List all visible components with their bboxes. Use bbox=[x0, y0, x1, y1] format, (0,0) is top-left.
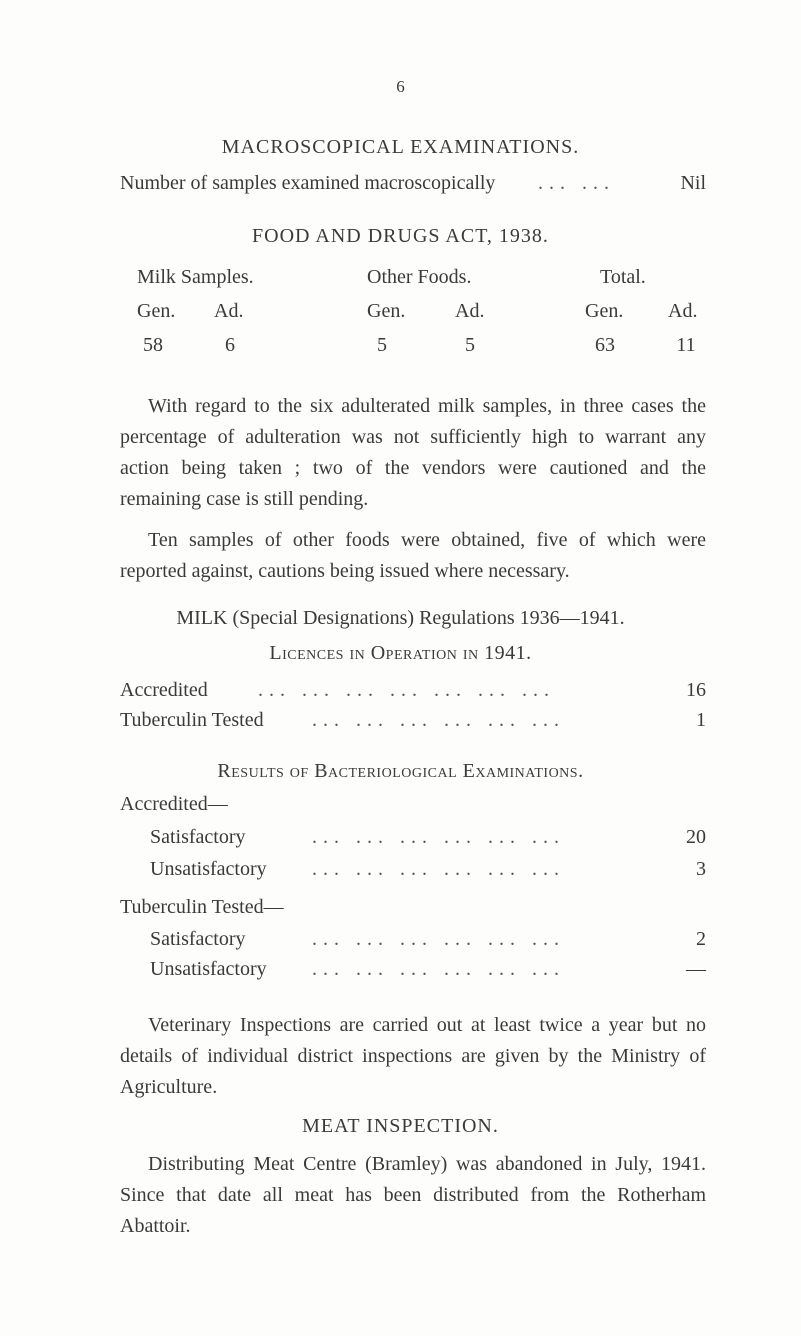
food-drugs-heading: FOOD AND DRUGS ACT, 1938. bbox=[252, 225, 549, 247]
group-other-foods: Other Foods. bbox=[367, 266, 472, 288]
bact-tuberculin-label: Tuberculin Tested— bbox=[120, 896, 284, 918]
value-total-ad: 11 bbox=[676, 334, 696, 356]
bact-tuberculin-satisfactory-dots: ... ... ... ... ... ... bbox=[312, 928, 565, 950]
bact-accredited-unsatisfactory-dots: ... ... ... ... ... ... bbox=[312, 858, 565, 880]
meat-heading: MEAT INSPECTION. bbox=[302, 1115, 499, 1137]
group-milk-samples: Milk Samples. bbox=[137, 266, 254, 288]
paragraph-veterinary-text: Veterinary Inspections are carried out at least twice a year but no details of individual district inspections are given by the Ministry of Agriculture. bbox=[120, 1014, 706, 1098]
bact-accredited-unsatisfactory-value: 3 bbox=[696, 858, 706, 880]
macro-heading: MACROSCOPICAL EXAMINATIONS. bbox=[221, 136, 580, 158]
value-other-gen: 5 bbox=[377, 334, 387, 356]
paragraph-meat-text: Distributing Meat Centre (Bramley) was abandoned in July, 1941. Since that date all meat has been distributed from the Rotherham Abattoir. bbox=[120, 1153, 706, 1237]
subheader-milk-gen: Gen. bbox=[137, 300, 176, 322]
paragraph-veterinary bbox=[120, 1010, 706, 1103]
macro-dots: ... ... bbox=[538, 172, 615, 194]
paragraph-other-foods bbox=[120, 525, 706, 587]
subheader-other-ad: Ad. bbox=[455, 300, 485, 322]
bact-accredited-unsatisfactory-label: Unsatisfactory bbox=[150, 858, 267, 880]
paragraph-adulterated-milk-text: With regard to the six adulterated milk samples, in three cases the percentage of adulteration was not sufficiently high to warrant any action being taken ; two of the vendors were cautioned and the remaining case is still pending. bbox=[120, 395, 706, 510]
bacteriological-heading: Results of Bacteriological Examinations. bbox=[217, 760, 584, 782]
licence-tuberculin-value: 1 bbox=[696, 709, 706, 731]
bact-tuberculin-satisfactory-value: 2 bbox=[696, 928, 706, 950]
subheader-total-ad: Ad. bbox=[668, 300, 698, 322]
subheader-total-gen: Gen. bbox=[585, 300, 624, 322]
subheader-other-gen: Gen. bbox=[367, 300, 406, 322]
licence-tuberculin-label: Tuberculin Tested bbox=[120, 709, 264, 731]
licence-accredited-value: 16 bbox=[686, 679, 706, 701]
bact-accredited-satisfactory-label: Satisfactory bbox=[150, 826, 246, 848]
subheader-milk-ad: Ad. bbox=[214, 300, 244, 322]
bact-accredited-label: Accredited— bbox=[120, 793, 228, 815]
paragraph-adulterated-milk bbox=[120, 391, 706, 515]
milk-heading: MILK (Special Designations) Regulations 1936—1941. bbox=[176, 607, 625, 629]
value-other-ad: 5 bbox=[465, 334, 475, 356]
bact-tuberculin-satisfactory-label: Satisfactory bbox=[150, 928, 246, 950]
macro-label: Number of samples examined macroscopically bbox=[120, 172, 496, 194]
paragraph-other-foods-text: Ten samples of other foods were obtained, five of which were reported against, cautions being issued where necessary. bbox=[120, 529, 706, 582]
value-milk-ad: 6 bbox=[225, 334, 235, 356]
page-number: 6 bbox=[396, 77, 405, 96]
macro-value: Nil bbox=[680, 172, 706, 194]
bact-tuberculin-unsatisfactory-value: — bbox=[686, 958, 706, 980]
group-total: Total. bbox=[600, 266, 646, 288]
bact-tuberculin-unsatisfactory-dots: ... ... ... ... ... ... bbox=[312, 958, 565, 980]
bact-accredited-satisfactory-value: 20 bbox=[686, 826, 706, 848]
bact-accredited-satisfactory-dots: ... ... ... ... ... ... bbox=[312, 826, 565, 848]
paragraph-meat bbox=[120, 1149, 706, 1242]
licence-tuberculin-dots: ... ... ... ... ... ... bbox=[312, 709, 565, 731]
value-milk-gen: 58 bbox=[143, 334, 163, 356]
licence-accredited-label: Accredited bbox=[120, 679, 208, 701]
licence-accredited-dots: ... ... ... ... ... ... ... bbox=[258, 679, 555, 701]
licences-heading: Licences in Operation in 1941. bbox=[269, 642, 532, 664]
value-total-gen: 63 bbox=[595, 334, 615, 356]
bact-tuberculin-unsatisfactory-label: Unsatisfactory bbox=[150, 958, 267, 980]
